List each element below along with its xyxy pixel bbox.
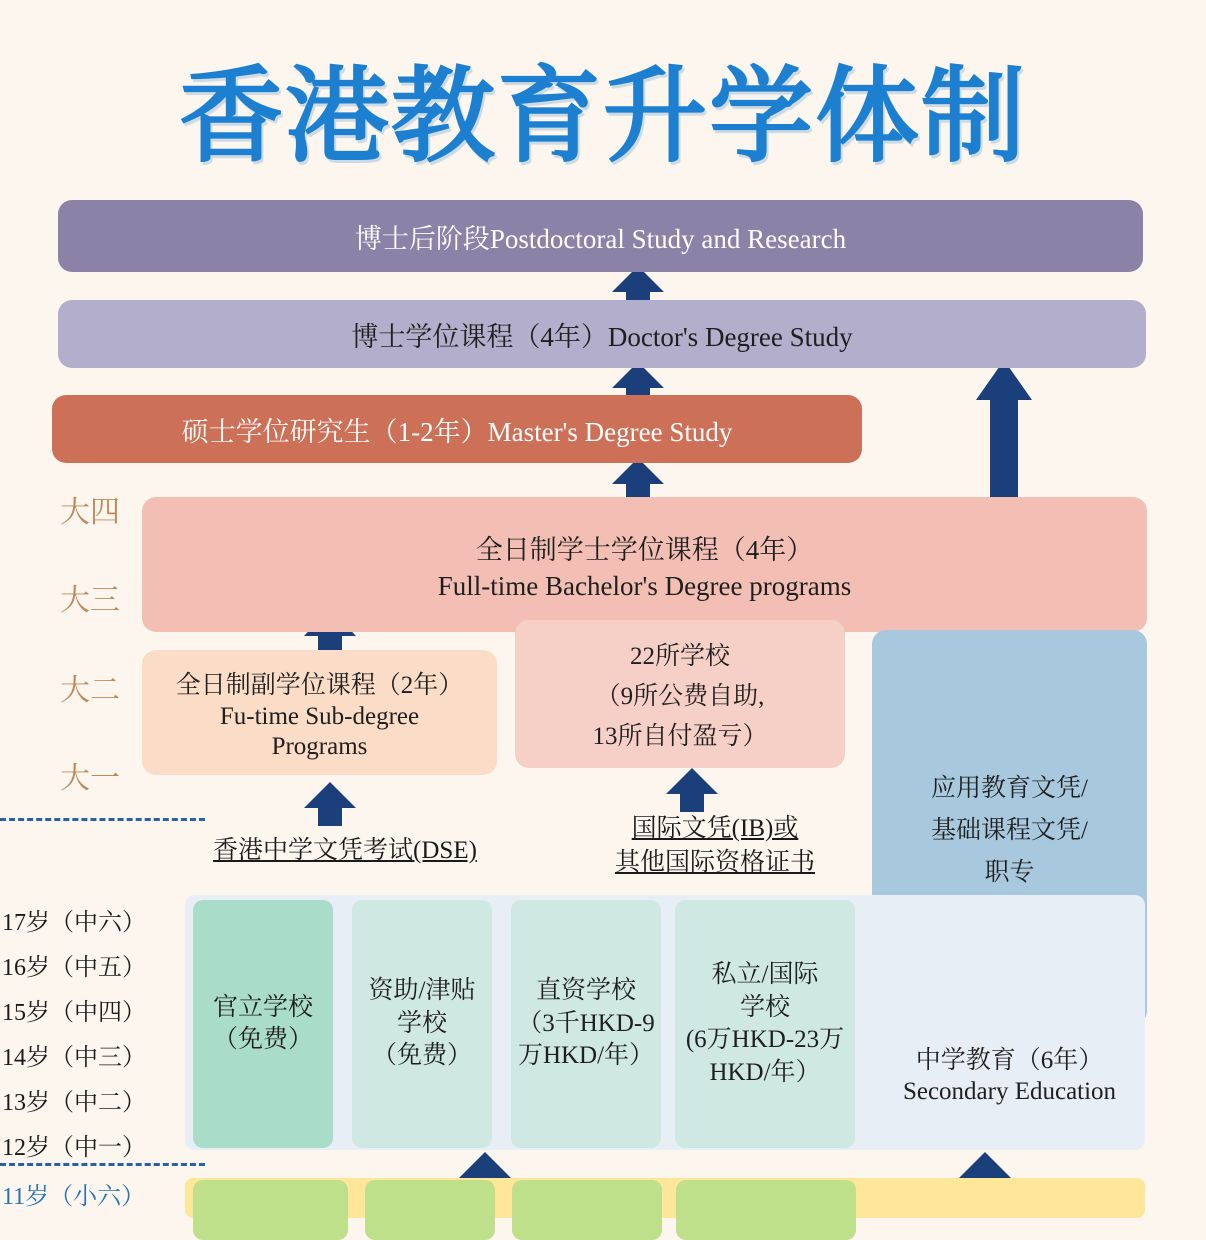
schools-22-line-3: 13所自付盈亏）: [592, 723, 768, 750]
primary-card-1: [193, 1180, 348, 1240]
school-1-line-2: （免费）: [212, 1026, 313, 1053]
page-title: 香港教育升学体制: [178, 55, 1027, 177]
exam-ib-label: [590, 812, 840, 880]
level-subdegree: [142, 650, 497, 775]
primary-card-3: [512, 1180, 662, 1240]
arrow-applied-to-doctor: [972, 360, 1036, 512]
school-4-line-4: HKD/年）: [709, 1058, 821, 1086]
age-label-11: 11岁（小六）: [2, 1184, 146, 1210]
divider-secondary-primary: [0, 1163, 205, 1166]
school-1-line-1: 官立学校: [212, 993, 313, 1021]
school-3-line-2: （3千HKD-9: [517, 1009, 655, 1037]
schools-22-box: [515, 620, 845, 768]
school-3-line-1: 直资学校: [535, 977, 636, 1005]
age-label-16: 16岁（中五）: [2, 955, 146, 981]
secondary-education-label: [872, 1045, 1147, 1108]
school-2-line-2: 学校: [396, 1009, 447, 1037]
school-card-dss: [511, 900, 661, 1148]
primary-card-4: [676, 1180, 856, 1240]
applied-line-1: 应用教育文凭/: [931, 774, 1088, 802]
school-card-private-international: [675, 900, 855, 1148]
secondary-label-cn: 中学教育（6年）: [915, 1047, 1104, 1074]
exam-dse-label: 香港中学文凭考试(DSE): [213, 837, 477, 864]
school-2-line-3: （免费）: [371, 1042, 472, 1070]
age-label-15: 15岁（中四）: [2, 1000, 146, 1026]
school-4-line-3: (6万HKD-23万: [685, 1026, 845, 1053]
level-postdoctoral: 博士后阶段Postdoctoral Study and Research: [58, 200, 1143, 272]
year-label-1: 大一: [60, 762, 120, 795]
exam-ib-line-1: 国际文凭(IB)或: [631, 815, 799, 842]
school-2-line-1: 资助/津贴: [368, 977, 476, 1005]
school-3-line-3: 万HKD/年）: [517, 1042, 655, 1070]
level-master: 硕士学位研究生（1-2年）Master's Degree Study: [52, 395, 862, 463]
school-4-line-2: 学校: [739, 993, 790, 1021]
divider-tertiary-secondary: [0, 818, 205, 821]
school-4-line-1: 私立/国际: [711, 961, 819, 988]
bachelor-label-cn: 全日制学士学位课程（4年）: [475, 534, 814, 565]
subdegree-label-en-2: Programs: [271, 732, 368, 760]
arrow-bachelor-to-master: [608, 458, 668, 500]
year-label-2: 大二: [60, 674, 120, 707]
age-label-17: 17岁（中六）: [2, 910, 146, 936]
age-label-13: 13岁（中二）: [2, 1090, 146, 1116]
secondary-label-en: Secondary Education: [902, 1078, 1117, 1106]
arrow-ib-to-schools22: [662, 768, 722, 812]
level-bachelor: [142, 497, 1147, 632]
year-label-3: 大三: [60, 584, 120, 617]
age-label-12: 12岁（中一）: [2, 1135, 146, 1161]
age-label-14: 14岁（中三）: [2, 1045, 146, 1071]
applied-line-2: 基础课程文凭/: [931, 816, 1088, 844]
applied-line-3: 职专: [984, 858, 1035, 886]
level-doctor: 博士学位课程（4年）Doctor's Degree Study: [58, 300, 1146, 368]
school-card-government: [193, 900, 333, 1148]
arrow-dse-to-subdegree: [300, 782, 360, 826]
bachelor-label-en: Full-time Bachelor's Degree programs: [437, 570, 852, 601]
subdegree-label-cn: 全日制副学位课程（2年）: [175, 671, 464, 699]
exam-ib-line-2: 其他国际资格证书: [614, 848, 815, 876]
year-label-4: 大四: [60, 496, 120, 529]
primary-card-2: [365, 1180, 495, 1240]
schools-22-line-2: （9所公费自助,: [595, 683, 765, 710]
schools-22-line-1: 22所学校: [629, 643, 730, 670]
subdegree-label-en-1: Fu-time Sub-degree: [219, 702, 420, 730]
school-card-aided: [352, 900, 492, 1148]
